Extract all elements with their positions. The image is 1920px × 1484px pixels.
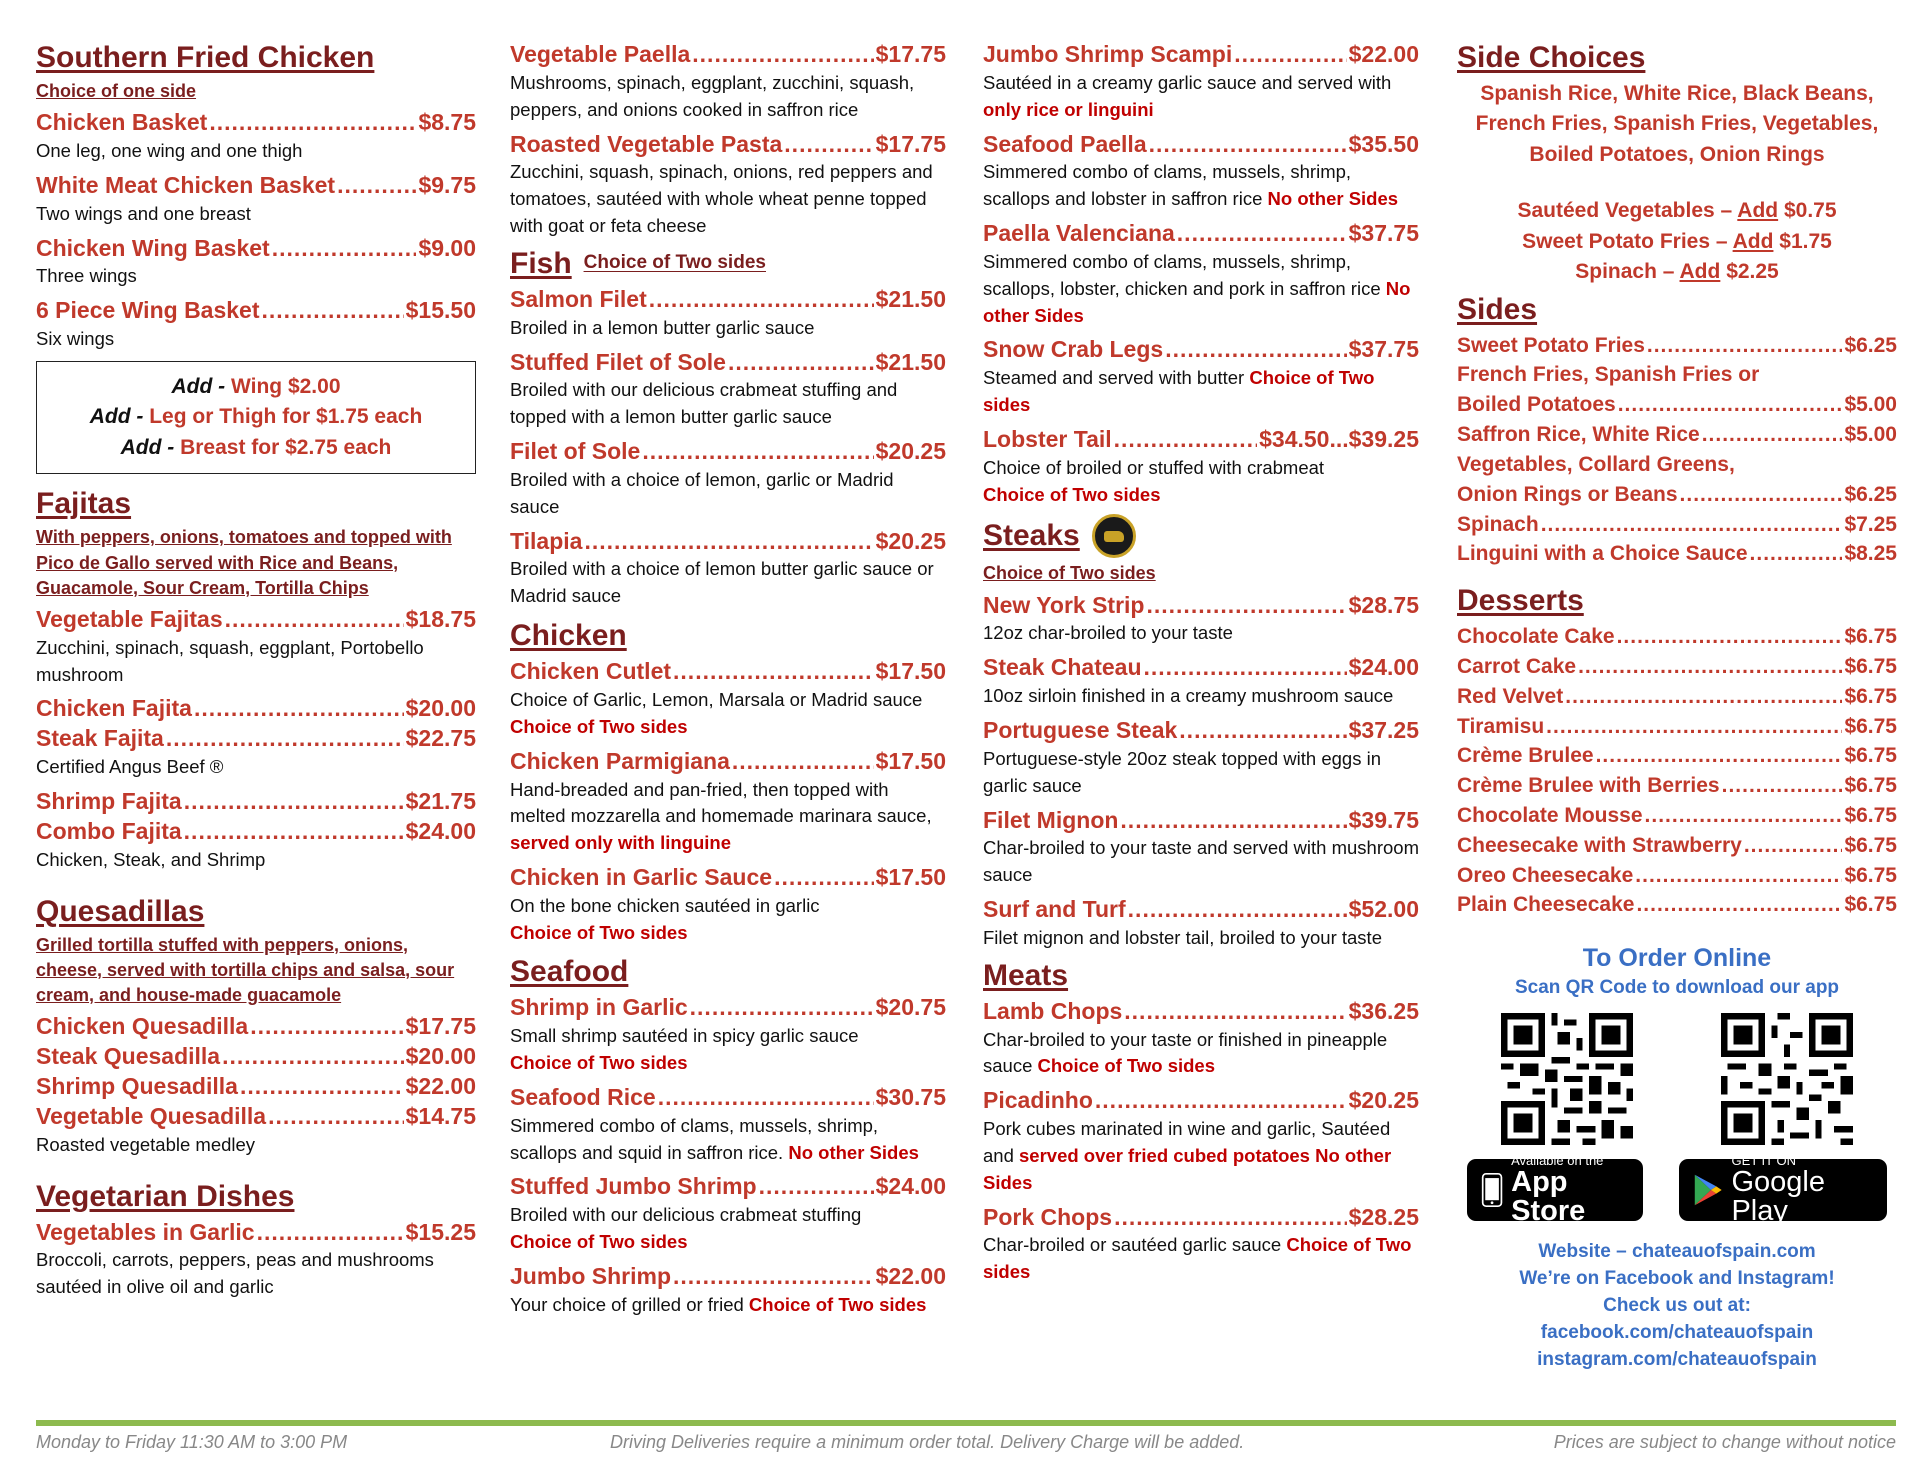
certified-angus-beef-logo [1092, 514, 1136, 558]
menu-item: Seafood Rice ..... $30.75 [510, 1083, 946, 1113]
item-description: Three wings [36, 265, 137, 287]
menu-item: Pork Chops ..... $28.25 [983, 1203, 1419, 1233]
item-description: 10oz sirloin finished in a creamy mushroom sauce [983, 685, 1394, 707]
section-title-meats: Meats [983, 958, 1069, 992]
item-description: Choice of broiled or stuffed with crabmeat Choice of Two sides [983, 456, 1325, 505]
side-item: Saffron Rice, White Rice ..... $5.00 [1457, 420, 1897, 450]
item-description: Broiled with our delicious crabmeat stuffing Choice of Two sides [510, 1204, 862, 1253]
menu-item: Steak Chateau ..... $24.00 [983, 653, 1419, 683]
menu-item: Chicken Cutlet ..... $17.50 [510, 657, 946, 687]
menu-item: Chicken Basket ..... $8.75 [36, 108, 476, 138]
item-description: Pork cubes marinated in wine and garlic, Sautéed and served over fried cubed potatoes No other Sides [983, 1118, 1392, 1193]
menu-item: Stuffed Filet of Sole ..... $21.50 [510, 348, 946, 378]
item-description: Choice of Garlic, Lemon, Marsala or Madrid sauce Choice of Two sides [510, 688, 923, 737]
menu-item: Chicken Fajita ..... $20.00 [36, 694, 476, 724]
item-description: Char-broiled to your taste or finished in pineapple sauce Choice of Two sides [983, 1028, 1388, 1077]
section-title-seafood: Seafood [510, 955, 629, 989]
item-description: Roasted vegetable medley [36, 1133, 256, 1155]
item-description: Steamed and served with butter Choice of Two sides [983, 367, 1375, 416]
section-title-fajitas: Fajitas [36, 487, 132, 521]
column-2 [510, 40, 946, 1325]
dessert-item: Crème Brulee ..... $6.75 [1457, 741, 1897, 771]
item-description: Six wings [36, 328, 115, 350]
apple-phone-icon [1481, 1170, 1503, 1210]
section-note: Choice of Two sides [583, 252, 766, 274]
menu-item: Filet of Sole ..... $20.25 [510, 437, 946, 467]
column-1 [36, 40, 476, 1307]
menu-item: New York Strip ..... $28.75 [983, 591, 1419, 621]
menu-item: Seafood Paella ..... $35.50 [983, 130, 1419, 160]
dessert-item: Crème Brulee with Berries ..... $6.75 [1457, 771, 1897, 801]
item-description: Filet mignon and lobster tail, broiled to your taste [983, 926, 1382, 948]
app-store-qr-code[interactable] [1501, 1013, 1633, 1145]
app-store-badge[interactable]: Available on the App Store [1467, 1159, 1643, 1221]
side-item: Sweet Potato Fries ..... $6.25 [1457, 331, 1897, 361]
item-description: Zucchini, spinach, squash, eggplant, Portobello mushroom [36, 636, 424, 685]
facebook-link[interactable]: facebook.com/chateauofspain [1540, 1322, 1814, 1344]
menu-item: Shrimp Quesadilla ..... $22.00 [36, 1072, 476, 1102]
menu-item: Stuffed Jumbo Shrimp ..... $24.00 [510, 1172, 946, 1202]
order-online-block [1457, 944, 1897, 1374]
footer-divider [36, 1420, 1896, 1426]
section-title-desserts: Desserts [1457, 584, 1584, 618]
item-description: Simmered combo of clams, mussels, shrimp, scallops and lobster in saffron rice No other Sides [983, 161, 1399, 210]
section-subtitle: With peppers, onions, tomatoes and topped with Pico de Gallo served with Rice and Beans, Guacamole, Sour Cream, Tortilla Chips [36, 527, 452, 598]
section-title-southern-fried-chicken: Southern Fried Chicken [36, 41, 375, 74]
item-description: Certified Angus Beef ® [36, 756, 224, 778]
item-description: Broiled in a lemon butter garlic sauce [510, 316, 815, 338]
item-description: Zucchini, squash, spinach, onions, red peppers and tomatoes, sautéed with whole wheat penne topped with goat or feta cheese [510, 161, 933, 237]
column-4 [1457, 40, 1897, 1374]
section-subtitle: Choice of Two sides [983, 563, 1156, 584]
menu-item: Vegetables in Garlic ..... $15.25 [36, 1218, 476, 1248]
section-title-quesadillas: Quesadillas [36, 894, 205, 928]
dessert-item: Tiramisu ..... $6.75 [1457, 712, 1897, 742]
instagram-link[interactable]: instagram.com/chateauofspain [1537, 1349, 1817, 1371]
dessert-item: Red Velvet ..... $6.75 [1457, 682, 1897, 712]
menu-item: Vegetable Quesadilla ..... $14.75 [36, 1102, 476, 1132]
section-title-vegetarian: Vegetarian Dishes [36, 1179, 295, 1213]
menu-item: Paella Valenciana ..... $37.75 [983, 219, 1419, 249]
menu-item: Lobster Tail ..... $34.50...$39.25 [983, 425, 1419, 455]
side-item: Linguini with a Choice Sauce ..... $8.25 [1457, 539, 1897, 569]
side-item: Onion Rings or Beans ..... $6.25 [1457, 480, 1897, 510]
section-title-steaks: Steaks [983, 514, 1419, 558]
footer-price-note: Prices are subject to change without notice [1553, 1432, 1896, 1452]
section-title-side-choices: Side Choices [1457, 41, 1646, 74]
menu-item: Picadinho ..... $20.25 [983, 1086, 1419, 1116]
side-addon: Spinach – Add $2.25 [1575, 260, 1779, 284]
section-subtitle: Choice of one side [36, 81, 197, 101]
item-description: Simmered combo of clams, mussels, shrimp, scallops, lobster, chicken and pork in saffron rice No other Sides [983, 250, 1411, 326]
menu-item: Shrimp in Garlic ..... $20.75 [510, 993, 946, 1023]
menu-item: Steak Fajita ..... $22.75 [36, 724, 476, 754]
side-choices-list: Spanish Rice, White Rice, Black Beans, French Fries, Spanish Fries, Vegetables, Boiled Potatoes, Onion Rings Sautéed Vegetables – Add $0.75 Sweet Potato Fries – Add $1.75 Spinach – Add $2.25 [1457, 79, 1897, 288]
item-description: Small shrimp sautéed in spicy garlic sauce Choice of Two sides [510, 1025, 859, 1074]
contact-info: Website – chateauofspain.com We’re on Facebook and Instagram! Check us out at: facebook.com/chateauofspain instagram.com/chateauofspain [1457, 1239, 1897, 1374]
menu-item: Chicken in Garlic Sauce ..... $17.50 [510, 863, 946, 893]
dessert-item: Plain Cheesecake ..... $6.75 [1457, 890, 1897, 920]
section-title-sides: Sides [1457, 292, 1538, 326]
item-description: Broiled with our delicious crabmeat stuffing and topped with a lemon butter garlic sauce [510, 379, 898, 428]
add-on-box: Add - Wing $2.00 Add - Leg or Thigh for $1.75 each Add - Breast for $2.75 each [36, 361, 476, 474]
item-description: Mushrooms, spinach, eggplant, zucchini, squash, peppers, and onions cooked in saffron rice [510, 71, 915, 120]
google-play-qr-code[interactable] [1721, 1013, 1853, 1145]
side-item: Spinach ..... $7.25 [1457, 510, 1897, 540]
side-addon: Sautéed Vegetables – Add $0.75 [1517, 199, 1837, 223]
google-play-badge[interactable]: GET IT ON Google Play [1679, 1159, 1887, 1221]
menu-item: White Meat Chicken Basket ..... $9.75 [36, 171, 476, 201]
menu-item: Chicken Wing Basket ..... $9.00 [36, 234, 476, 264]
side-item: French Fries, Spanish Fries or [1457, 363, 1760, 387]
item-description: Two wings and one breast [36, 202, 251, 224]
menu-item: Jumbo Shrimp Scampi ..... $22.00 [983, 40, 1419, 70]
menu-item: Chicken Quesadilla ..... $17.75 [36, 1012, 476, 1042]
menu-item: Vegetable Fajitas ..... $18.75 [36, 605, 476, 635]
menu-item: Combo Fajita ..... $24.00 [36, 817, 476, 847]
item-description: Broiled with a choice of lemon butter garlic sauce or Madrid sauce [510, 558, 934, 607]
menu-item: Filet Mignon ..... $39.75 [983, 806, 1419, 836]
item-description: Chicken, Steak, and Shrimp [36, 848, 266, 870]
item-description: Char-broiled to your taste and served with mushroom sauce [983, 837, 1419, 886]
side-item: Vegetables, Collard Greens, [1457, 452, 1735, 476]
menu-item: Roasted Vegetable Pasta ..... $17.75 [510, 130, 946, 160]
item-description: Portuguese-style 20oz steak topped with eggs in garlic sauce [983, 747, 1381, 796]
google-play-icon [1693, 1171, 1723, 1209]
order-online-subtitle: Scan QR Code to download our app [1514, 977, 1840, 999]
dessert-item: Chocolate Mousse ..... $6.75 [1457, 801, 1897, 831]
menu-item: 6 Piece Wing Basket ..... $15.50 [36, 296, 476, 326]
item-description: Hand-breaded and pan-fried, then topped with melted mozzarella and homemade marinara sauce, served only with linguine [510, 778, 932, 854]
menu-item: Portuguese Steak ..... $37.25 [983, 716, 1419, 746]
menu-item: Vegetable Paella ..... $17.75 [510, 40, 946, 70]
menu-item: Tilapia ..... $20.25 [510, 527, 946, 557]
section-title-fish: Fish Choice of Two sides [510, 246, 766, 280]
side-addon: Sweet Potato Fries – Add $1.75 [1522, 229, 1832, 253]
footer-hours: Monday to Friday 11:30 AM to 3:00 PM [36, 1432, 348, 1452]
footer-delivery-note: Driving Deliveries require a minimum order total. Delivery Charge will be added. [610, 1432, 1245, 1452]
menu-item: Surf and Turf ..... $52.00 [983, 895, 1419, 925]
dessert-item: Cheesecake with Strawberry ..... $6.75 [1457, 831, 1897, 861]
column-3 [983, 40, 1419, 1292]
item-description: 12oz char-broiled to your taste [983, 622, 1233, 644]
section-title-chicken: Chicken [510, 619, 627, 653]
item-description: Your choice of grilled or fried Choice of Two sides [510, 1293, 927, 1315]
menu-item: Steak Quesadilla ..... $20.00 [36, 1042, 476, 1072]
item-description: Simmered combo of clams, mussels, shrimp, scallops and squid in saffron rice. No other Sides [510, 1114, 919, 1163]
item-description: Char-broiled or sautéed garlic sauce Choice of Two sides [983, 1234, 1412, 1283]
item-description: On the bone chicken sautéed in garlic Choice of Two sides [510, 894, 820, 943]
item-description: Broccoli, carrots, peppers, peas and mushrooms sautéed in olive oil and garlic [36, 1249, 434, 1298]
section-subtitle: Grilled tortilla stuffed with peppers, onions, cheese, served with tortilla chips and salsa, sour cream, and house-made guacamole [36, 934, 455, 1005]
menu-item: Salmon Filet ..... $21.50 [510, 285, 946, 315]
menu-item: Lamb Chops ..... $36.25 [983, 997, 1419, 1027]
dessert-item: Chocolate Cake ..... $6.75 [1457, 622, 1897, 652]
item-description: One leg, one wing and one thigh [36, 140, 303, 162]
menu-item: Snow Crab Legs ..... $37.75 [983, 335, 1419, 365]
item-description: Broiled with a choice of lemon, garlic or Madrid sauce [510, 468, 894, 517]
dessert-item: Oreo Cheesecake ..... $6.75 [1457, 861, 1897, 891]
website-link[interactable]: Website – chateauofspain.com [1538, 1241, 1816, 1263]
order-online-title: To Order Online [1582, 944, 1772, 973]
menu-item: Shrimp Fajita ..... $21.75 [36, 787, 476, 817]
menu-item: Chicken Parmigiana ..... $17.50 [510, 747, 946, 777]
side-item: Boiled Potatoes ..... $5.00 [1457, 390, 1897, 420]
item-description: Sautéed in a creamy garlic sauce and served with only rice or linguini [983, 71, 1392, 120]
dessert-item: Carrot Cake ..... $6.75 [1457, 652, 1897, 682]
menu-item: Jumbo Shrimp ..... $22.00 [510, 1262, 946, 1292]
